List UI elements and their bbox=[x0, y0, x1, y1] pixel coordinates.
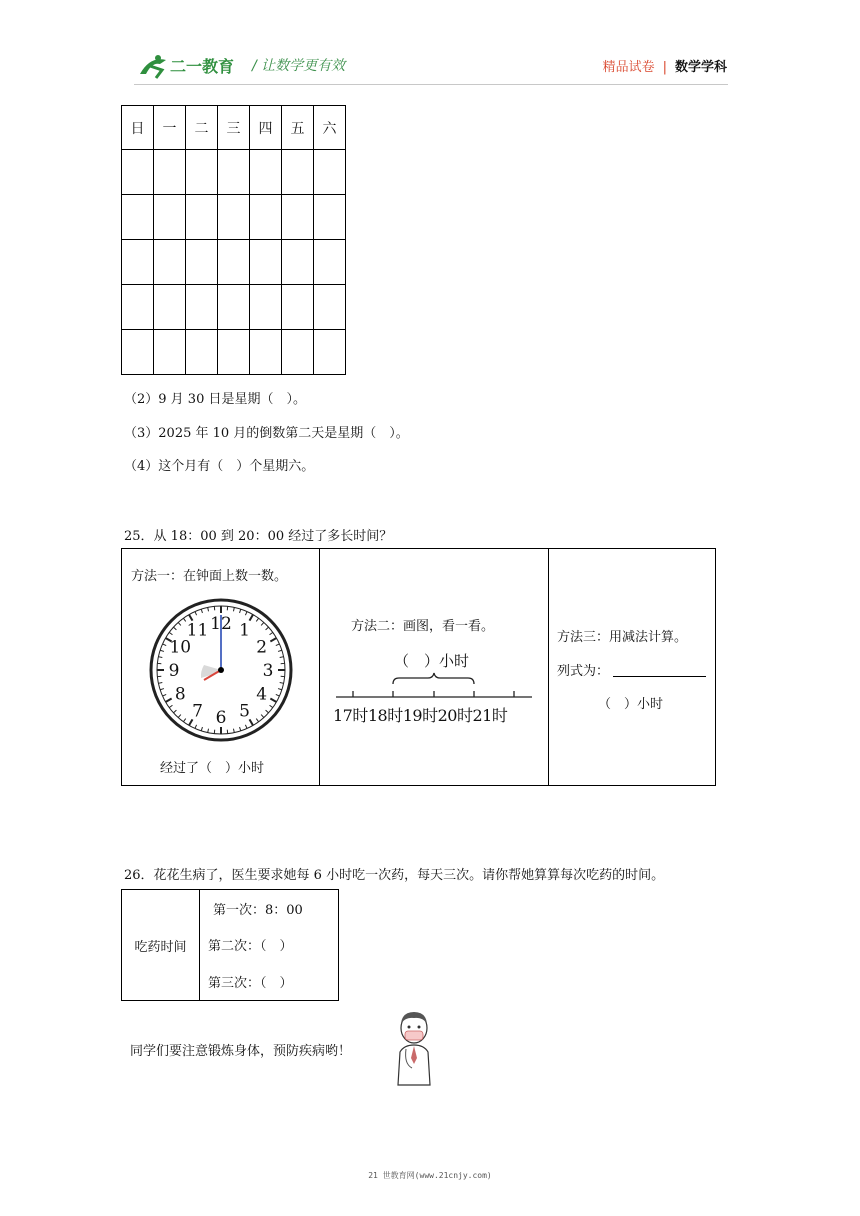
medicine-row-header: 吃药时间 bbox=[122, 890, 200, 1001]
calendar-cell[interactable] bbox=[186, 195, 218, 240]
calendar-cell[interactable] bbox=[250, 150, 282, 195]
header-tag-right: 数学学科 bbox=[674, 60, 727, 75]
header-tags bbox=[603, 56, 727, 75]
calendar-cell[interactable] bbox=[186, 330, 218, 375]
clock-center bbox=[218, 667, 224, 673]
weekday-cell: 六 bbox=[314, 106, 346, 150]
q24-sub3: （3）2025 年 10 月的倒数第二天是星期（ ）。 bbox=[124, 426, 409, 441]
clock-number: 12 bbox=[210, 614, 232, 634]
calendar-row bbox=[122, 195, 346, 240]
calendar-cell[interactable] bbox=[282, 240, 314, 285]
ruler-label: 21时 bbox=[472, 706, 508, 725]
footer: 21 世教育网(www.21cnjy.com) bbox=[368, 1171, 492, 1180]
q25-title: 25．从 18：00 到 20：00 经过了多长时间？ bbox=[124, 529, 393, 544]
calendar-cell[interactable] bbox=[154, 330, 186, 375]
header-slogan: / 让数学更有效 bbox=[252, 58, 346, 74]
clock-number: 4 bbox=[256, 684, 268, 705]
calendar-cell[interactable] bbox=[250, 330, 282, 375]
header-tag-left: 精品试卷 bbox=[602, 60, 655, 75]
clock-number: 5 bbox=[239, 701, 250, 722]
q26-title: 26．花花生病了，医生要求她每 6 小时吃一次药，每天三次。请你帮她算算每次吃药的时间。 bbox=[124, 868, 665, 883]
weekday-cell: 五 bbox=[282, 106, 314, 150]
calendar-table bbox=[121, 105, 346, 375]
weekday-cell: 三 bbox=[218, 106, 250, 150]
header-divider-line bbox=[134, 84, 728, 85]
calendar-cell[interactable] bbox=[282, 195, 314, 240]
calendar-cell[interactable] bbox=[250, 285, 282, 330]
calendar-cell[interactable] bbox=[250, 195, 282, 240]
dose-third: 第三次：（ ） bbox=[200, 963, 339, 1000]
divider bbox=[548, 549, 549, 785]
calendar-cell[interactable] bbox=[218, 285, 250, 330]
brace bbox=[393, 673, 474, 684]
calendar-cell[interactable] bbox=[122, 285, 154, 330]
calendar-cell[interactable] bbox=[154, 195, 186, 240]
calendar-cell[interactable] bbox=[122, 330, 154, 375]
calendar-cell[interactable] bbox=[282, 150, 314, 195]
formula-blank[interactable] bbox=[613, 676, 706, 677]
calendar-row bbox=[122, 285, 346, 330]
doctor-icon bbox=[390, 1008, 438, 1086]
method1-answer: 经过了（ ）小时 bbox=[160, 761, 265, 776]
method3-answer: （ ）小时 bbox=[598, 697, 664, 712]
q24-sub4: （4）这个月有（ ）个星期六。 bbox=[124, 459, 315, 474]
calendar-cell[interactable] bbox=[218, 150, 250, 195]
calendar-cell[interactable] bbox=[282, 285, 314, 330]
ruler-labels bbox=[333, 703, 507, 726]
clock-number: 10 bbox=[169, 637, 192, 658]
calendar-cell[interactable] bbox=[122, 195, 154, 240]
method1-label: 方法一：在钟面上数一数。 bbox=[131, 569, 288, 584]
medicine-table bbox=[121, 889, 339, 1001]
q24-sub2: （2）9 月 30 日是星期（ ）。 bbox=[124, 392, 306, 407]
weekday-cell: 四 bbox=[250, 106, 282, 150]
clock-number: 2 bbox=[256, 637, 268, 658]
clock-number: 7 bbox=[192, 701, 203, 722]
calendar-cell[interactable] bbox=[186, 240, 218, 285]
method3-label: 方法三：用减法计算。 bbox=[557, 630, 688, 645]
calendar-cell[interactable] bbox=[122, 240, 154, 285]
ruler-label: 19时 bbox=[402, 706, 438, 725]
calendar-cell[interactable] bbox=[314, 330, 346, 375]
time-ruler bbox=[332, 672, 537, 702]
calendar-cell[interactable] bbox=[154, 150, 186, 195]
calendar-row bbox=[122, 240, 346, 285]
header-divider: | bbox=[662, 60, 667, 75]
formula-label: 列式为： bbox=[557, 664, 610, 679]
weekday-cell: 二 bbox=[186, 106, 218, 150]
ruler-label: 20时 bbox=[437, 706, 473, 725]
ruler-label: 17时 bbox=[333, 706, 368, 725]
reminder-text: 同学们要注意锻炼身体，预防疾病哟！ bbox=[130, 1044, 352, 1059]
clock-face bbox=[148, 597, 294, 743]
logo-text: 二一教育 bbox=[170, 57, 235, 76]
calendar-cell[interactable] bbox=[250, 240, 282, 285]
calendar-cell[interactable] bbox=[218, 330, 250, 375]
clock-number: 11 bbox=[186, 620, 209, 641]
calendar-cell[interactable] bbox=[218, 240, 250, 285]
calendar-row bbox=[122, 330, 346, 375]
calendar-header-row bbox=[122, 106, 346, 150]
divider bbox=[319, 549, 320, 785]
brace-label: （ ）小时 bbox=[394, 652, 470, 670]
clock-number: 9 bbox=[168, 661, 180, 681]
calendar-cell[interactable] bbox=[314, 240, 346, 285]
clock-number: 3 bbox=[262, 661, 274, 681]
weekday-cell: 一 bbox=[154, 106, 186, 150]
calendar-cell[interactable] bbox=[218, 195, 250, 240]
ruler-label: 18时 bbox=[367, 706, 403, 725]
calendar-row bbox=[122, 150, 346, 195]
weekday-cell: 日 bbox=[122, 106, 154, 150]
calendar-cell[interactable] bbox=[186, 150, 218, 195]
calendar-cell[interactable] bbox=[314, 195, 346, 240]
calendar-cell[interactable] bbox=[154, 240, 186, 285]
calendar-cell[interactable] bbox=[314, 285, 346, 330]
clock-number: 1 bbox=[239, 620, 250, 641]
calendar-cell[interactable] bbox=[314, 150, 346, 195]
clock-number: 6 bbox=[215, 708, 227, 728]
method2-label: 方法二：画图，看一看。 bbox=[351, 619, 495, 634]
dose-second: 第二次：（ ） bbox=[200, 927, 339, 964]
calendar-cell[interactable] bbox=[154, 285, 186, 330]
dose-first: 第一次：8：00 bbox=[200, 890, 339, 927]
clock-number: 8 bbox=[174, 684, 186, 705]
calendar-cell[interactable] bbox=[122, 150, 154, 195]
calendar-cell[interactable] bbox=[186, 285, 218, 330]
calendar-cell[interactable] bbox=[282, 330, 314, 375]
